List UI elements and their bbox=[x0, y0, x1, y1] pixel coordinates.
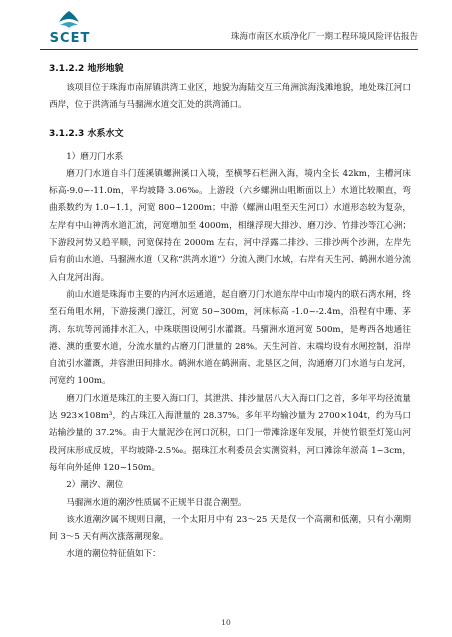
paragraph-runoff-sediment: 磨刀门水道是珠江的主要入海口门，其泄洪、排沙量居八大入海口门之首，多年平均径流量达 923×108m³，约占珠江入海泄量的 28.37%。多年平均输沙量为 2700×104t，约为马口站输沙量的 37.2%。由于大量泥沙在河口沉积，口门一带滩涂逐年发展，并使竹银至灯笼山河段河床形成反坡，平均坡降-2.5‰。据珠江水利委员会实测资料，河口滩涂年淤高 1~3cm，每年向外延伸 120~150m。 bbox=[49, 393, 411, 473]
paragraph-terrain: 该项目位于珠海市南屏镇洪湾工业区，地貌为海陆交互三角洲滨海浅滩地貌，地处珠江河口西岸，位于洪湾涌与马骝洲水道交汇处的洪湾涌口。 bbox=[49, 83, 411, 111]
paragraph-tide-type: 马骝洲水道的潮汐性质属不正规半日混合潮型。 bbox=[66, 497, 247, 508]
paragraph-modaomen-channel: 磨刀门水道自斗门莲溪镇螺洲溪口入境，至横琴石栏洲入海，境内全长 42km，主槽河床标高-9.0~-11.0m，平均坡降 3.06‰。上游段（六乡螺洲山咀断面以上）水道比较顺直，弯曲系数约为 1.0~1.1，河宽 800~1200m；中游（螺洲山咀至天生河口）水道形态较为复杂，左岸有中山神湾水道汇流，河宽增加至 4000m，相继浮现大排沙、磨刀沙、竹排沙等江心洲；下游段河势又趋平顺，河宽保持在 2000m 左右，河中浮露二排沙、三排沙两个沙洲，左岸先后有前山水道、马骝洲水道（又称“洪湾水道”）分流入澳门水域，右岸有天生河、鹤洲水道分流入白龙河出海。 bbox=[49, 168, 411, 283]
header-divider bbox=[40, 49, 418, 50]
page-header bbox=[40, 8, 418, 48]
paragraph-tide-levels-intro: 水道的潮位特征值如下： bbox=[66, 549, 161, 560]
section-heading-hydrology: 3.1.2.3 水系水文 bbox=[49, 128, 124, 139]
page-body bbox=[49, 62, 411, 564]
page-number: 10 bbox=[221, 618, 231, 627]
paragraph-qianshan-channel: 前山水道是珠海市主要的内河水运通道，起自磨刀门水道东岸中山市境内的联石湾水闸，终至石角咀水闸，下游接澳门濠江，河宽 50~300m，河床标高 -1.0~-2.4m，沿程有中珊、茅湾、东坑等河涌排水汇入，中珠联围设闸引水灌溉。马骝洲水道河宽 500m，是粤西各地通往港、澳的重要水道，分流水量约占磨刀门泄量的 28%。天生河首、末端均设有水闸控制，沿岸自流引水灌溉，并容泄田间排水。鹤洲水道在鹤洲南、北垦区之间，沟通磨刀门水道与白龙河，河宽约 100m。 bbox=[49, 289, 411, 387]
section-heading-terrain: 3.1.2.2 地形地貌 bbox=[49, 64, 124, 74]
subheading-modaomen: 1）磨刀门水系 bbox=[66, 151, 124, 162]
scet-logo-icon bbox=[56, 10, 82, 32]
logo-text: SCET bbox=[49, 31, 91, 46]
scet-logo bbox=[40, 10, 100, 46]
subheading-tides: 2）潮汐、潮位 bbox=[66, 480, 124, 491]
paragraph-tide-cycle: 该水道潮汐属不规则日潮，一个太阳月中有 23～25 天是仅一个高潮和低潮，只有小潮期间 3～5 天有两次涨落潮现象。 bbox=[49, 514, 411, 543]
report-title: 珠海市南区水质净化厂一期工程环境风险评估报告 bbox=[230, 32, 418, 42]
